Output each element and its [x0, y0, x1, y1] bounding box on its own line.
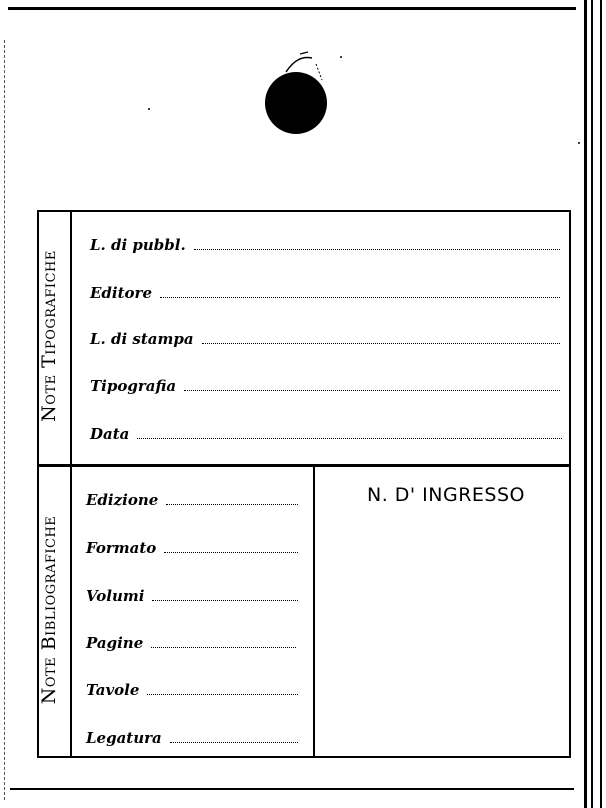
field-data [90, 425, 562, 443]
card-edge-right-shadow [600, 0, 602, 808]
field-dotted-line [166, 503, 298, 505]
card-edge-right-outer [591, 0, 593, 808]
field-dotted-line [202, 342, 560, 344]
punch-tear-marks [282, 50, 326, 84]
field-label: Data [90, 425, 130, 443]
field-label: Pagine [86, 634, 144, 652]
field-dotted-line [151, 646, 296, 648]
section-title-typographic: Note Tipografiche [38, 250, 60, 422]
ingresso-number-label: N. D' INGRESSO [366, 484, 525, 506]
field-tipografia [90, 377, 560, 395]
field-dotted-line [152, 599, 298, 601]
field-dotted-line [137, 437, 562, 439]
field-volumi [86, 587, 298, 605]
field-label: Editore [90, 284, 152, 302]
speck [148, 108, 150, 110]
field-dotted-line [147, 693, 298, 695]
section-title-bibliographic: Note Bibliografiche [38, 515, 60, 705]
field-label: Edizione [86, 491, 159, 509]
card-edge-top [8, 7, 576, 10]
title-column-divider-bottom [70, 466, 72, 758]
speck [340, 56, 342, 58]
field-label: Volumi [86, 587, 145, 605]
field-dotted-line [170, 741, 298, 743]
field-label: Tavole [86, 681, 140, 699]
section-divider [37, 464, 571, 467]
field-dotted-line [194, 248, 560, 250]
card-edge-right [584, 0, 587, 808]
ingresso-divider [313, 466, 315, 758]
field-pagine [86, 634, 296, 652]
field-label: Legatura [86, 729, 162, 747]
field-dotted-line [160, 296, 560, 298]
field-label: Tipografia [90, 377, 177, 395]
card-edge-bottom [10, 788, 574, 790]
field-legatura [86, 729, 298, 747]
field-luogo-pubblicazione [90, 236, 560, 254]
field-label: L. di stampa [90, 330, 194, 348]
field-edizione [86, 491, 298, 509]
field-editore [90, 284, 560, 302]
field-dotted-line [164, 551, 298, 553]
field-tavole [86, 681, 298, 699]
speck [578, 142, 580, 144]
card-edge-left [4, 40, 6, 800]
title-column-divider-top [70, 210, 72, 466]
field-dotted-line [184, 389, 560, 391]
field-label: Formato [86, 539, 157, 557]
field-label: L. di pubbl. [90, 236, 186, 254]
field-formato [86, 539, 298, 557]
field-luogo-stampa [90, 330, 560, 348]
